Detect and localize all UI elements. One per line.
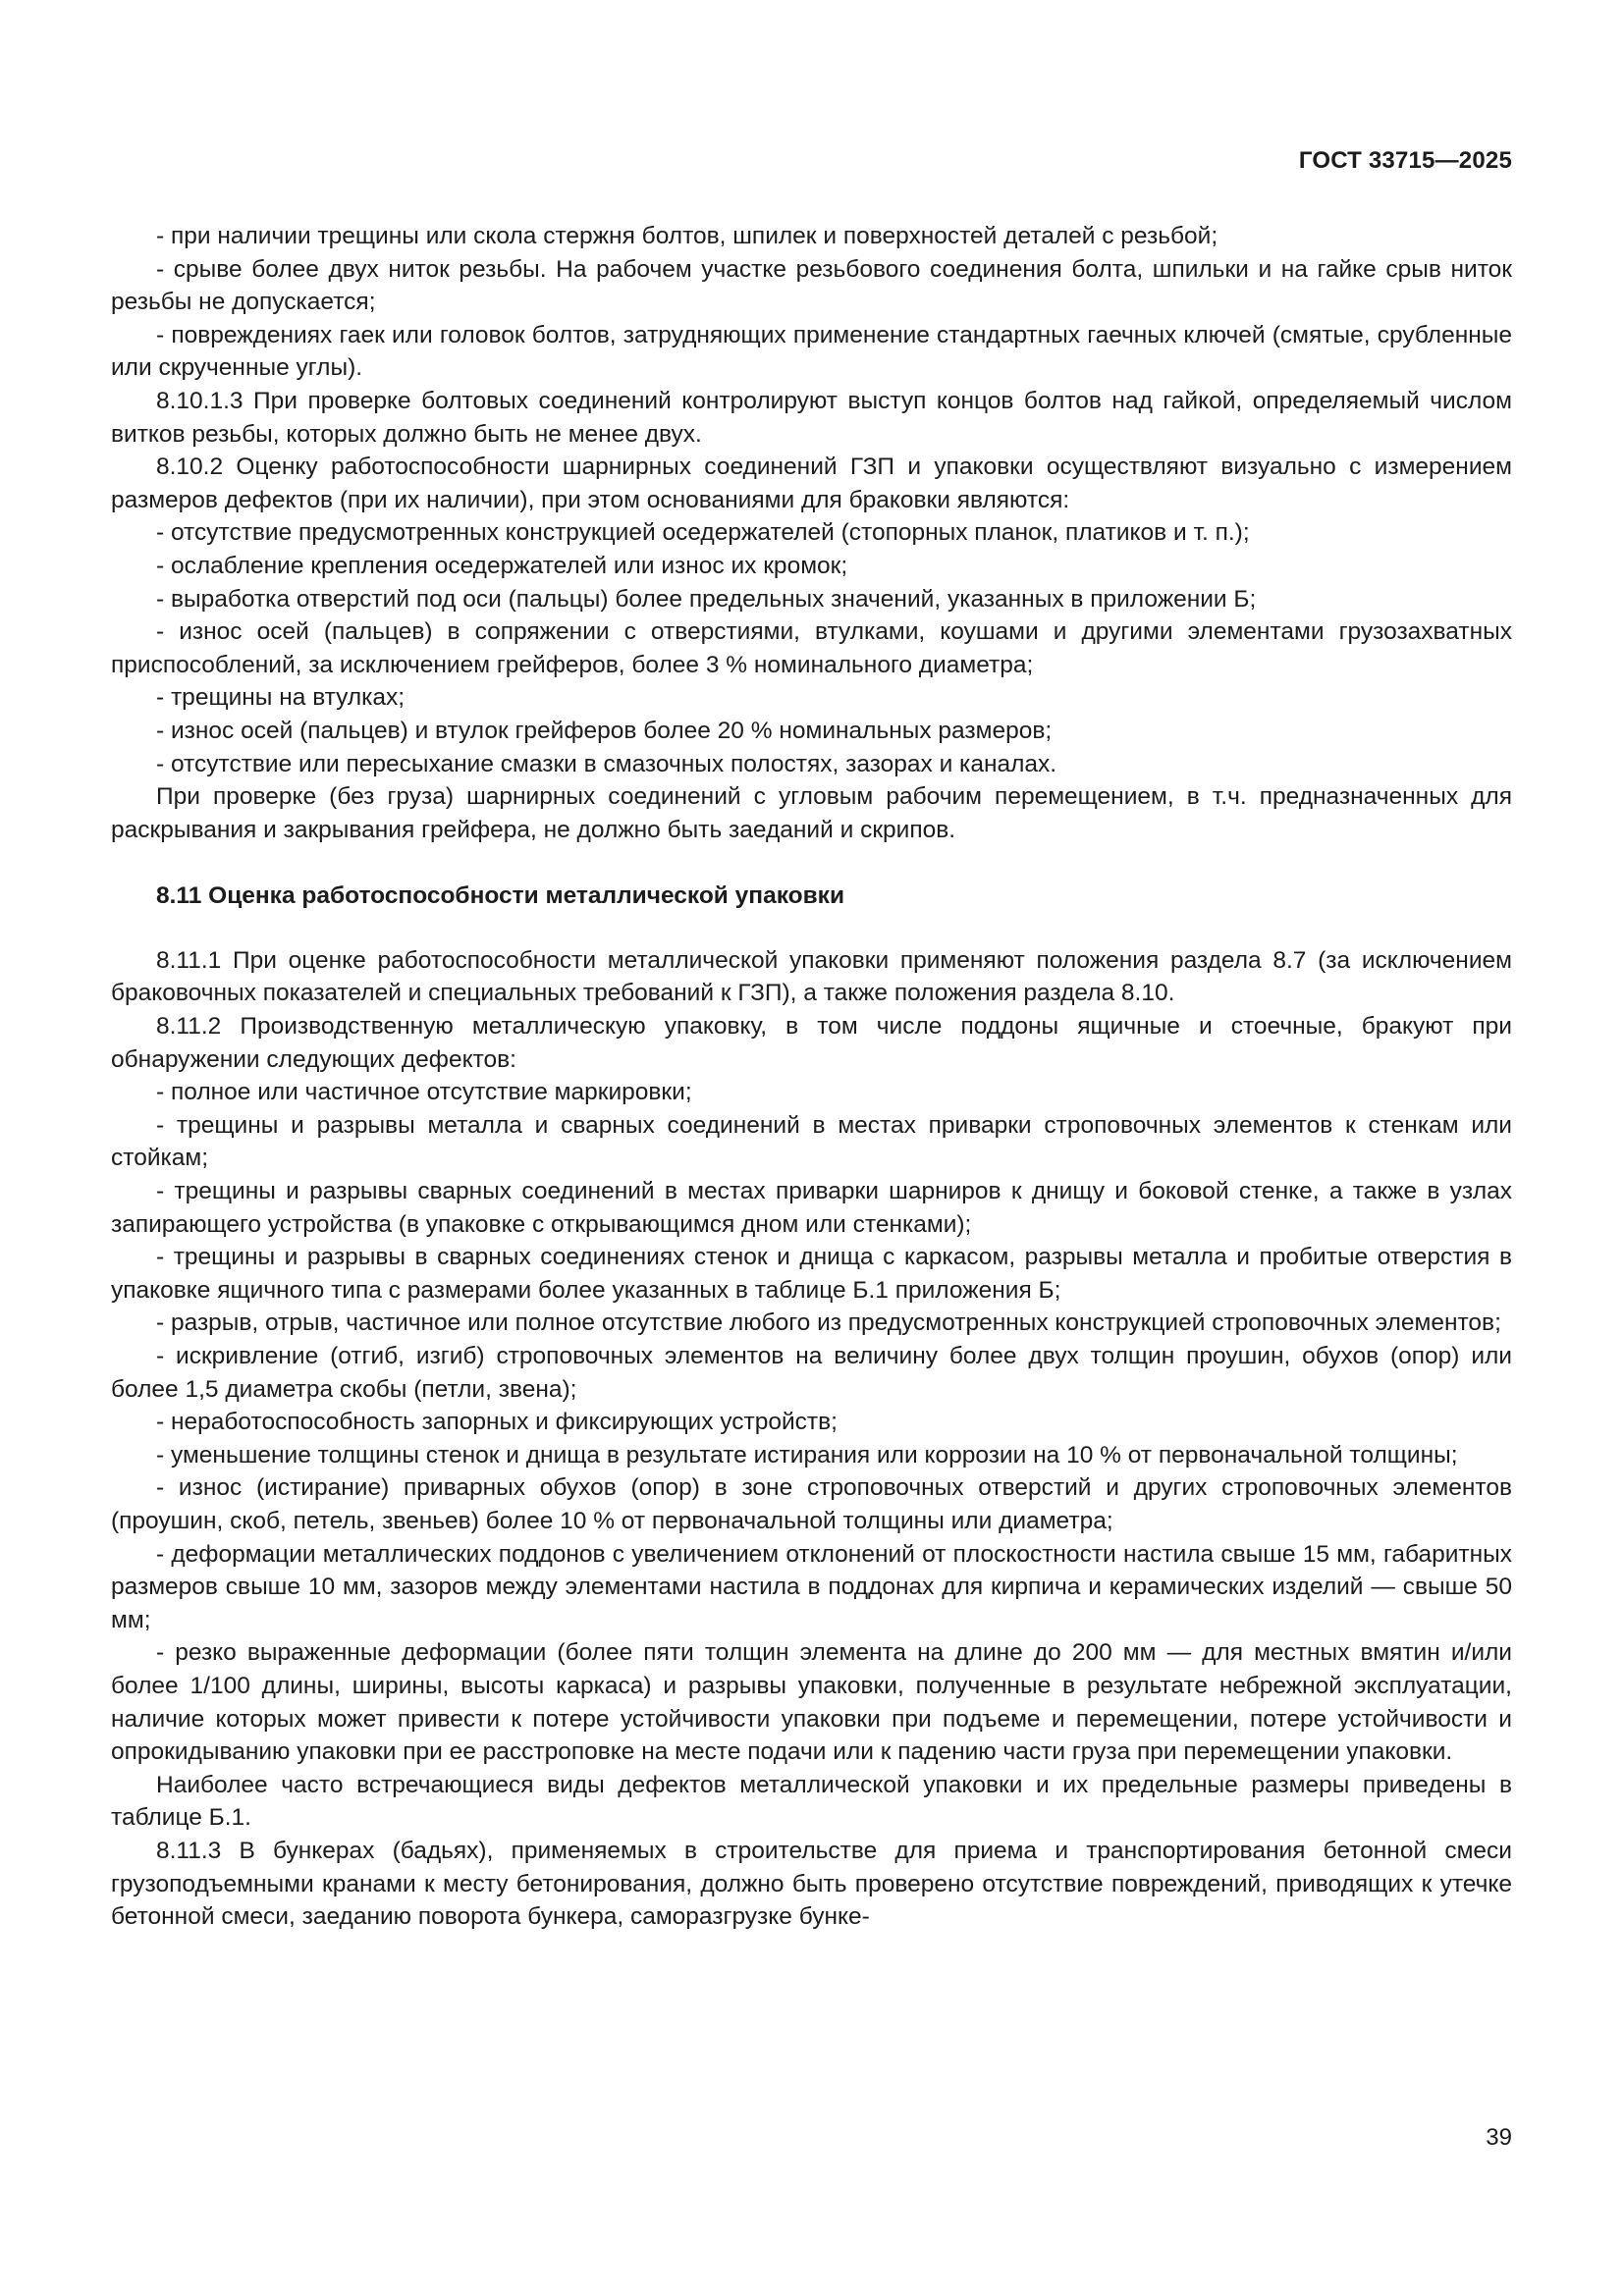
paragraph: 8.10.2 Оценку работоспособности шарнирных соединений ГЗП и упаковки осуществляют визуально с измерением размеров дефектов (при их наличии), при этом основаниями для браковки являются: (111, 454, 1512, 513)
paragraph: - выработка отверстий под оси (пальцы) более предельных значений, указанных в приложении Б; (156, 585, 1257, 613)
paragraph: - резко выраженные деформации (более пяти толщин элемента на длине до 200 мм — для местных вмятин и/или более 1/100 длины, ширины, высоты каркаса) и разрывы упаковки, полученные в результате небрежной эксплуатации, наличие которых может привести к потере устойчивости упаковки при подъеме и перемещении, потере устойчивости и опрокидыванию упаковки при ее расстроповке на месте подачи или к падению части груза при перемещении упаковки. (111, 1639, 1512, 1766)
paragraph: - неработоспособность запорных и фиксирующих устройств; (156, 1409, 838, 1436)
paragraph: - срыве более двух ниток резьбы. На рабочем участке резьбового соединения болта, шпильки и на гайке срыв ниток резьбы не допускается; (111, 255, 1512, 316)
page-number: 39 (1486, 2124, 1512, 2151)
paragraph: - уменьшение толщины стенок и днища в результате истирания или коррозии на 10 % от первоначальной толщины; (156, 1441, 1458, 1468)
paragraph: - износ (истирание) приварных обухов (опор) в зоне строповочных отверстий и других строповочных элементов (проушин, скоб, петель, звеньев) более 10 % от первоначальной толщины или диаметра; (111, 1474, 1512, 1534)
paragraph: - износ осей (пальцев) и втулок грейферов более 20 % номинальных размеров; (156, 717, 1053, 744)
paragraph: - деформации металлических поддонов с увеличением отклонений от плоскостности настила свыше 15 мм, габаритных размеров свыше 10 мм, зазоров между элементами настила в поддонах для кирпича и керамических изделий — свыше 50 мм; (111, 1540, 1512, 1633)
paragraph: - трещины и разрывы металла и сварных соединений в местах приварки строповочных элементов к стенкам или стойкам; (111, 1111, 1512, 1172)
paragraph: 8.11.1 При оценке работоспособности металлической упаковки применяют положения раздела 8.7 (за исключением браковочных показателей и специальных требований к ГЗП), а также положения раздела 8.10. (111, 946, 1512, 1007)
paragraph: - трещины и разрывы в сварных соединениях стенок и днища с каркасом, разрывы металла и пробитые отверстия в упаковке ящичного типа с размерами более указанных в таблице Б.1 приложения Б; (111, 1244, 1512, 1304)
paragraph: - трещины и разрывы сварных соединений в местах приварки шарниров к днищу и боковой стенке, а также в узлах запирающего устройства (в упаковке с открывающимся дном или стенками); (111, 1178, 1512, 1238)
paragraph: - при наличии трещины или скола стержня болтов, шпилек и поверхностей деталей с резьбой; (156, 223, 1218, 249)
paragraph: - отсутствие предусмотренных конструкцией оседержателей (стопорных планок, платиков и т. п.); (156, 519, 1250, 547)
paragraph: - ослабление крепления оседержателей или износ их кромок; (156, 552, 848, 579)
paragraph: Наиболее часто встречающиеся виды дефектов металлической упаковки и их предельные размеры приведены в таблице Б.1. (111, 1771, 1512, 1832)
document-code: ГОСТ 33715—2025 (1298, 147, 1512, 174)
paragraph: 8.11.3 В бункерах (бадьях), применяемых в строительстве для приема и транспортирования бетонной смеси грузоподъемными кранами к месту бетонирования, должно быть проверено отсутствие повреждений, приводящих к утечке бетонной смеси, заеданию поворота бункера, саморазгрузке бунке- (111, 1837, 1512, 1931)
document-content (111, 220, 1512, 1934)
paragraph: - трещины на втулках; (156, 684, 406, 712)
paragraph: - искривление (отгиб, изгиб) строповочных элементов на величину более двух толщин проушин, обухов (опор) или более 1,5 диаметра скобы (петли, звена); (111, 1343, 1512, 1403)
paragraph: - отсутствие или пересыхание смазки в смазочных полостях, зазорах и каналах. (156, 750, 1057, 777)
paragraph: - повреждениях гаек или головок болтов, затрудняющих применение стандартных гаечных ключей (смятые, срубленные или скрученные углы). (111, 321, 1512, 382)
paragraph: 8.11.2 Производственную металлическую упаковку, в том числе поддоны ящичные и стоечные, бракуют при обнаружении следующих дефектов: (111, 1013, 1512, 1073)
page-footer (111, 2124, 1512, 2152)
document-header (111, 147, 1512, 175)
section-heading: 8.11 Оценка работоспособности металлической упаковки (156, 882, 845, 910)
paragraph: - износ осей (пальцев) в сопряжении с отверстиями, втулками, коушами и другими элементами грузозахватных приспособлений, за исключением грейферов, более 3 % номинального диаметра; (111, 618, 1512, 678)
paragraph: 8.10.1.3 При проверке болтовых соединений контролируют выступ концов болтов над гайкой, определяемый числом витков резьбы, которых должно быть не менее двух. (111, 387, 1512, 448)
paragraph: При проверке (без груза) шарнирных соединений с угловым рабочим перемещением, в т.ч. предназначенных для раскрывания и закрывания грейфера, не должно быть заеданий и скрипов. (111, 783, 1512, 843)
paragraph: - полное или частичное отсутствие маркировки; (156, 1079, 692, 1106)
paragraph: - разрыв, отрыв, частичное или полное отсутствие любого из предусмотренных конструкцией строповочных элементов; (156, 1309, 1501, 1337)
